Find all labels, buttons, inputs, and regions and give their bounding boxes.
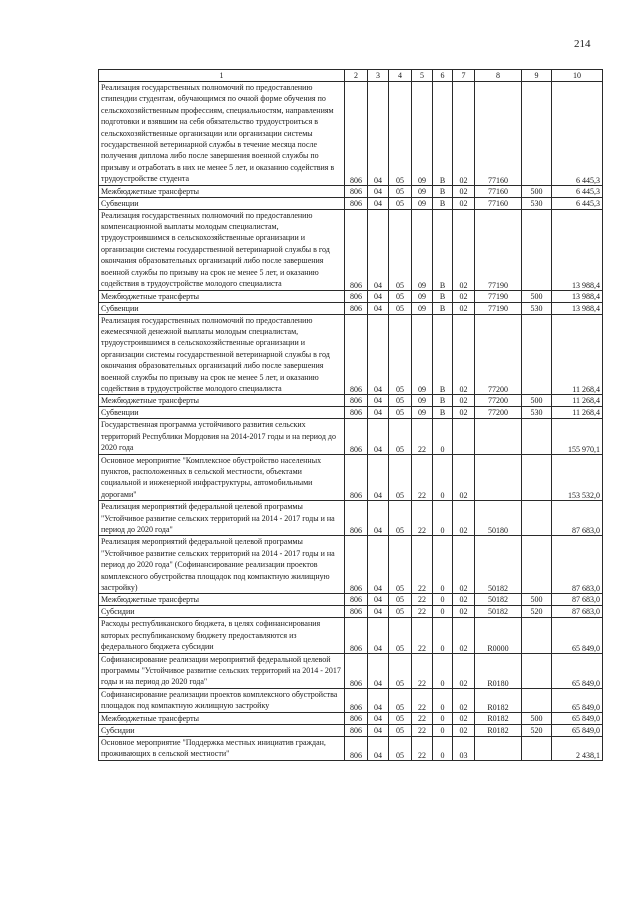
- row-code-cell: 520: [522, 724, 552, 736]
- row-code-cell: 09: [412, 209, 433, 290]
- row-code-cell: 0: [433, 536, 453, 594]
- row-code-cell: [522, 536, 552, 594]
- row-code-cell: 806: [345, 407, 368, 419]
- row-code-cell: 05: [389, 302, 412, 314]
- row-name-cell: Реализация мероприятий федеральной целевой программы "Устойчивое развитие сельских территорий на 2014 - 2017 годы и на период до 2020 года": [99, 501, 345, 536]
- row-code-cell: 04: [368, 454, 389, 501]
- row-code-cell: [522, 688, 552, 712]
- row-code-cell: [522, 736, 552, 760]
- row-code-cell: 02: [453, 606, 475, 618]
- row-code-cell: 155 970,1: [552, 419, 603, 454]
- row-code-cell: 22: [412, 606, 433, 618]
- row-code-cell: 530: [522, 407, 552, 419]
- row-name-cell: Межбюджетные трансферты: [99, 185, 345, 197]
- row-code-cell: [475, 419, 522, 454]
- row-code-cell: 22: [412, 419, 433, 454]
- row-code-cell: 806: [345, 618, 368, 653]
- row-code-cell: 02: [453, 618, 475, 653]
- table-row: [99, 594, 603, 606]
- row-name-cell: Реализация государственных полномочий по предоставлению компенсационной выплаты молодым специалистам, трудоустроившимся в сельскохозяйственные организации и организации системы государственной ветеринарной службы в год окончания образовательных организаций либо после завершения военной службы по призыву на срок не менее 5 лет, и оказанию содействия в трудоустройстве молодого специалиста: [99, 209, 345, 290]
- row-code-cell: 22: [412, 653, 433, 688]
- table-row: [99, 302, 603, 314]
- row-code-cell: 04: [368, 536, 389, 594]
- row-code-cell: [522, 314, 552, 395]
- row-code-cell: 04: [368, 501, 389, 536]
- row-code-cell: 500: [522, 594, 552, 606]
- row-code-cell: 0: [433, 594, 453, 606]
- row-code-cell: 87 683,0: [552, 594, 603, 606]
- row-code-cell: В: [433, 407, 453, 419]
- row-code-cell: 77200: [475, 395, 522, 407]
- row-code-cell: 22: [412, 736, 433, 760]
- row-code-cell: 806: [345, 197, 368, 209]
- row-code-cell: R0182: [475, 688, 522, 712]
- row-code-cell: 04: [368, 185, 389, 197]
- col-header: 3: [368, 70, 389, 82]
- row-code-cell: 77190: [475, 290, 522, 302]
- row-code-cell: 0: [433, 653, 453, 688]
- row-code-cell: 02: [453, 185, 475, 197]
- row-code-cell: 02: [453, 724, 475, 736]
- row-code-cell: 04: [368, 209, 389, 290]
- row-code-cell: 806: [345, 290, 368, 302]
- col-header: 7: [453, 70, 475, 82]
- row-name-cell: Реализация государственных полномочий по предоставлению ежемесячной денежной выплаты молодым специалистам, трудоустроившимся в сельскохозяйственные организации и организации системы государственной ветеринарной службы в год окончания образовательных организаций либо после завершения военной службы по призыву на срок не менее 5 лет, и оказанию содействия в трудоустройстве молодого специалиста: [99, 314, 345, 395]
- row-code-cell: 806: [345, 209, 368, 290]
- row-code-cell: 09: [412, 395, 433, 407]
- table-row: [99, 501, 603, 536]
- row-code-cell: R0182: [475, 712, 522, 724]
- row-code-cell: 65 849,0: [552, 653, 603, 688]
- table-row: [99, 314, 603, 395]
- table-row: [99, 290, 603, 302]
- row-code-cell: 02: [453, 653, 475, 688]
- row-code-cell: 02: [453, 209, 475, 290]
- row-code-cell: [522, 82, 552, 186]
- row-code-cell: 806: [345, 594, 368, 606]
- row-code-cell: 05: [389, 209, 412, 290]
- row-code-cell: 77190: [475, 209, 522, 290]
- row-code-cell: В: [433, 209, 453, 290]
- row-code-cell: 04: [368, 724, 389, 736]
- row-code-cell: 520: [522, 606, 552, 618]
- row-code-cell: 50182: [475, 594, 522, 606]
- row-code-cell: [522, 419, 552, 454]
- row-code-cell: 11 268,4: [552, 395, 603, 407]
- col-header: 6: [433, 70, 453, 82]
- row-code-cell: 0: [433, 419, 453, 454]
- row-code-cell: 0: [433, 454, 453, 501]
- row-code-cell: 09: [412, 185, 433, 197]
- row-code-cell: R0000: [475, 618, 522, 653]
- row-name-cell: Межбюджетные трансферты: [99, 395, 345, 407]
- row-name-cell: Субсидии: [99, 724, 345, 736]
- row-name-cell: Государственная программа устойчивого развития сельских территорий Республики Мордовия на 2014-2017 годы и на период до 2020 года: [99, 419, 345, 454]
- table-row: [99, 736, 603, 760]
- table-row: [99, 606, 603, 618]
- row-code-cell: 500: [522, 290, 552, 302]
- row-code-cell: В: [433, 185, 453, 197]
- row-code-cell: 05: [389, 395, 412, 407]
- row-code-cell: 04: [368, 594, 389, 606]
- row-code-cell: 02: [453, 501, 475, 536]
- row-code-cell: 09: [412, 82, 433, 186]
- row-code-cell: 05: [389, 712, 412, 724]
- row-code-cell: 0: [433, 618, 453, 653]
- row-code-cell: [522, 501, 552, 536]
- row-code-cell: [453, 419, 475, 454]
- row-code-cell: 05: [389, 185, 412, 197]
- col-header: 10: [552, 70, 603, 82]
- row-code-cell: 04: [368, 606, 389, 618]
- row-code-cell: 500: [522, 395, 552, 407]
- row-code-cell: 22: [412, 724, 433, 736]
- row-code-cell: 65 849,0: [552, 712, 603, 724]
- row-code-cell: [522, 209, 552, 290]
- row-name-cell: Расходы республиканского бюджета, в целях софинансирования которых республиканскому бюджету предоставляются из федерального бюджета субсидии: [99, 618, 345, 653]
- row-code-cell: 02: [453, 594, 475, 606]
- table-row: [99, 653, 603, 688]
- row-code-cell: 500: [522, 712, 552, 724]
- col-header: 2: [345, 70, 368, 82]
- row-code-cell: 22: [412, 712, 433, 724]
- row-code-cell: 77200: [475, 407, 522, 419]
- row-name-cell: Межбюджетные трансферты: [99, 712, 345, 724]
- row-code-cell: [522, 653, 552, 688]
- table-row: [99, 724, 603, 736]
- row-code-cell: 530: [522, 302, 552, 314]
- row-code-cell: 02: [453, 454, 475, 501]
- row-code-cell: 153 532,0: [552, 454, 603, 501]
- row-code-cell: 77160: [475, 185, 522, 197]
- row-code-cell: 87 683,0: [552, 536, 603, 594]
- row-code-cell: 05: [389, 618, 412, 653]
- row-code-cell: 13 988,4: [552, 302, 603, 314]
- row-code-cell: 05: [389, 314, 412, 395]
- table-row: [99, 618, 603, 653]
- row-code-cell: 05: [389, 419, 412, 454]
- row-name-cell: Основное мероприятие "Комплексное обустройство населенных пунктов, расположенных в сельской местности, объектами социальной и инженерной инфраструктуры, автомобильными дорогами": [99, 454, 345, 501]
- row-code-cell: 04: [368, 736, 389, 760]
- row-code-cell: 806: [345, 688, 368, 712]
- table-row: [99, 197, 603, 209]
- row-code-cell: 04: [368, 197, 389, 209]
- row-code-cell: В: [433, 314, 453, 395]
- col-header: 8: [475, 70, 522, 82]
- row-code-cell: В: [433, 302, 453, 314]
- row-code-cell: 22: [412, 501, 433, 536]
- row-code-cell: 806: [345, 724, 368, 736]
- row-code-cell: 02: [453, 82, 475, 186]
- row-code-cell: 87 683,0: [552, 606, 603, 618]
- row-code-cell: 806: [345, 606, 368, 618]
- row-code-cell: 04: [368, 419, 389, 454]
- row-name-cell: Софинансирование реализации мероприятий федеральной целевой программы "Устойчивое развитие сельских территорий на 2014 - 2017 годы и на период до 2020 года": [99, 653, 345, 688]
- row-code-cell: 22: [412, 618, 433, 653]
- row-name-cell: Субвенции: [99, 302, 345, 314]
- table-row: [99, 712, 603, 724]
- row-code-cell: 09: [412, 290, 433, 302]
- row-code-cell: 09: [412, 197, 433, 209]
- table-row: [99, 419, 603, 454]
- row-code-cell: 77200: [475, 314, 522, 395]
- col-header: 1: [99, 70, 345, 82]
- row-code-cell: [475, 454, 522, 501]
- row-code-cell: 806: [345, 419, 368, 454]
- row-code-cell: 04: [368, 407, 389, 419]
- row-code-cell: 04: [368, 688, 389, 712]
- row-code-cell: [475, 736, 522, 760]
- row-code-cell: 11 268,4: [552, 407, 603, 419]
- row-code-cell: 05: [389, 407, 412, 419]
- row-code-cell: 6 445,3: [552, 197, 603, 209]
- budget-table: [98, 69, 603, 761]
- row-name-cell: Субсидии: [99, 606, 345, 618]
- row-code-cell: В: [433, 82, 453, 186]
- row-code-cell: 11 268,4: [552, 314, 603, 395]
- row-code-cell: 806: [345, 536, 368, 594]
- table-row: [99, 536, 603, 594]
- row-code-cell: 05: [389, 197, 412, 209]
- row-code-cell: 05: [389, 606, 412, 618]
- table-row: [99, 407, 603, 419]
- row-code-cell: 65 849,0: [552, 724, 603, 736]
- row-code-cell: 05: [389, 653, 412, 688]
- row-code-cell: 530: [522, 197, 552, 209]
- row-code-cell: 0: [433, 606, 453, 618]
- row-code-cell: 09: [412, 407, 433, 419]
- row-code-cell: 806: [345, 395, 368, 407]
- row-code-cell: 65 849,0: [552, 688, 603, 712]
- header-row: [99, 70, 603, 82]
- row-code-cell: 05: [389, 536, 412, 594]
- row-code-cell: 05: [389, 594, 412, 606]
- row-code-cell: 04: [368, 712, 389, 724]
- row-code-cell: 02: [453, 712, 475, 724]
- row-code-cell: 6 445,3: [552, 185, 603, 197]
- row-code-cell: 13 988,4: [552, 209, 603, 290]
- row-code-cell: 02: [453, 314, 475, 395]
- row-code-cell: 77160: [475, 82, 522, 186]
- row-code-cell: 09: [412, 314, 433, 395]
- row-code-cell: 0: [433, 501, 453, 536]
- row-code-cell: 02: [453, 688, 475, 712]
- row-code-cell: 02: [453, 407, 475, 419]
- row-name-cell: Реализация мероприятий федеральной целевой программы "Устойчивое развитие сельских территорий на 2014 - 2017 годы и на период до 2020 года" (Софинансирование реализации проектов комплексного обустройства площадок под компактную жилищную застройку): [99, 536, 345, 594]
- row-name-cell: Софинансирование реализации проектов комплексного обустройства площадок под компактную жилищную застройку: [99, 688, 345, 712]
- row-code-cell: 500: [522, 185, 552, 197]
- row-code-cell: 04: [368, 395, 389, 407]
- row-code-cell: 05: [389, 724, 412, 736]
- table-row: [99, 82, 603, 186]
- row-name-cell: Субвенции: [99, 197, 345, 209]
- row-code-cell: В: [433, 197, 453, 209]
- row-code-cell: 05: [389, 688, 412, 712]
- row-code-cell: 0: [433, 688, 453, 712]
- col-header: 9: [522, 70, 552, 82]
- row-code-cell: R0180: [475, 653, 522, 688]
- row-code-cell: 04: [368, 290, 389, 302]
- row-code-cell: В: [433, 290, 453, 302]
- row-code-cell: [522, 454, 552, 501]
- row-code-cell: 05: [389, 454, 412, 501]
- table-row: [99, 454, 603, 501]
- row-code-cell: 05: [389, 290, 412, 302]
- row-code-cell: 65 849,0: [552, 618, 603, 653]
- row-code-cell: 806: [345, 653, 368, 688]
- row-code-cell: [522, 618, 552, 653]
- row-code-cell: 05: [389, 501, 412, 536]
- row-code-cell: 22: [412, 688, 433, 712]
- row-code-cell: 02: [453, 395, 475, 407]
- row-code-cell: 0: [433, 712, 453, 724]
- row-code-cell: 806: [345, 501, 368, 536]
- row-name-cell: Межбюджетные трансферты: [99, 290, 345, 302]
- table-row: [99, 395, 603, 407]
- row-code-cell: 6 445,3: [552, 82, 603, 186]
- row-code-cell: 03: [453, 736, 475, 760]
- row-code-cell: 50180: [475, 501, 522, 536]
- table-row: [99, 688, 603, 712]
- row-code-cell: 50182: [475, 536, 522, 594]
- row-name-cell: Межбюджетные трансферты: [99, 594, 345, 606]
- row-code-cell: 09: [412, 302, 433, 314]
- row-code-cell: 806: [345, 185, 368, 197]
- row-code-cell: 22: [412, 536, 433, 594]
- row-code-cell: 02: [453, 290, 475, 302]
- row-code-cell: 806: [345, 736, 368, 760]
- col-header: 5: [412, 70, 433, 82]
- table-row: [99, 185, 603, 197]
- row-code-cell: 806: [345, 82, 368, 186]
- row-name-cell: Основное мероприятие "Поддержка местных инициатив граждан, проживающих в сельской местности": [99, 736, 345, 760]
- row-code-cell: 13 988,4: [552, 290, 603, 302]
- page-number: 214: [574, 38, 591, 50]
- row-name-cell: Реализация государственных полномочий по предоставлению стипендии студентам, обучающимся по очной форме обучения по сельскохозяйственным профессиям, специальностям, направлениям подготовки и взявшим на себя обязательство трудоустроиться в сельскохозяйственные организации или организации системы государственной ветеринарной службы в течение месяца после получения диплома либо после завершения военной службы по призыву и отработать в них не менее 5 лет, и оказанию содействия в трудоустройстве студента: [99, 82, 345, 186]
- row-code-cell: 04: [368, 302, 389, 314]
- row-code-cell: 02: [453, 302, 475, 314]
- row-code-cell: 04: [368, 82, 389, 186]
- row-code-cell: 2 438,1: [552, 736, 603, 760]
- row-code-cell: 05: [389, 82, 412, 186]
- row-code-cell: 04: [368, 653, 389, 688]
- col-header: 4: [389, 70, 412, 82]
- row-code-cell: 02: [453, 197, 475, 209]
- row-code-cell: 22: [412, 594, 433, 606]
- row-code-cell: 04: [368, 618, 389, 653]
- row-code-cell: 04: [368, 314, 389, 395]
- row-code-cell: 0: [433, 736, 453, 760]
- row-name-cell: Субвенции: [99, 407, 345, 419]
- row-code-cell: 806: [345, 712, 368, 724]
- row-code-cell: 806: [345, 314, 368, 395]
- row-code-cell: 0: [433, 724, 453, 736]
- row-code-cell: 77160: [475, 197, 522, 209]
- row-code-cell: 806: [345, 302, 368, 314]
- row-code-cell: В: [433, 395, 453, 407]
- row-code-cell: 50182: [475, 606, 522, 618]
- row-code-cell: 806: [345, 454, 368, 501]
- row-code-cell: 77190: [475, 302, 522, 314]
- row-code-cell: 22: [412, 454, 433, 501]
- row-code-cell: 87 683,0: [552, 501, 603, 536]
- table-row: [99, 209, 603, 290]
- row-code-cell: 02: [453, 536, 475, 594]
- row-code-cell: 05: [389, 736, 412, 760]
- row-code-cell: R0182: [475, 724, 522, 736]
